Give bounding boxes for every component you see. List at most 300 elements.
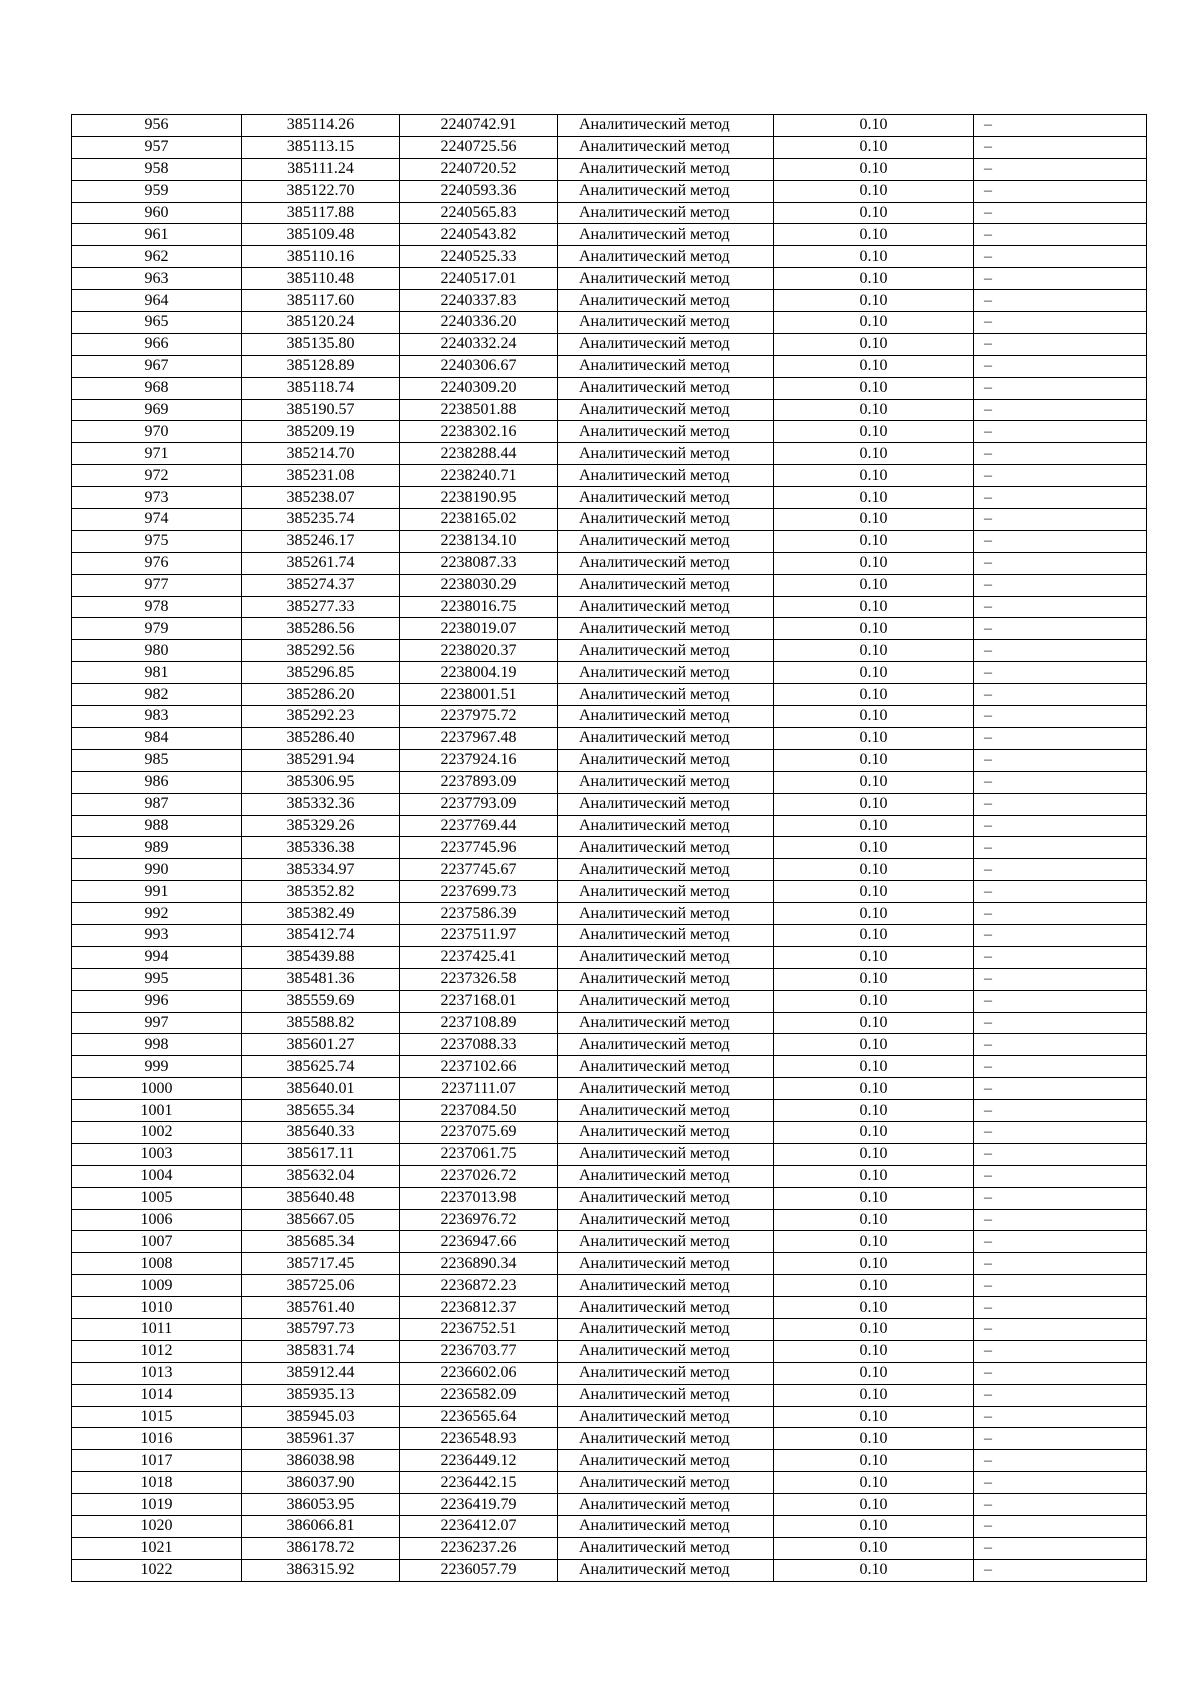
y-coordinate-cell: 2237511.97 (400, 924, 558, 946)
table-row (72, 1318, 1147, 1340)
y-coordinate-cell: 2240543.82 (400, 224, 558, 246)
method-cell: Аналитический метод (558, 1231, 774, 1253)
method-cell: Аналитический метод (558, 574, 774, 596)
table-row (72, 1428, 1147, 1450)
accuracy-cell: 0.10 (774, 158, 974, 180)
note-cell: – (974, 158, 1147, 180)
method-cell: Аналитический метод (558, 355, 774, 377)
table-row (72, 574, 1147, 596)
point-number-cell: 1011 (72, 1318, 242, 1340)
y-coordinate-cell: 2237893.09 (400, 771, 558, 793)
note-cell: – (974, 487, 1147, 509)
note-cell: – (974, 1297, 1147, 1319)
x-coordinate-cell: 385332.36 (242, 793, 400, 815)
method-cell: Аналитический метод (558, 903, 774, 925)
y-coordinate-cell: 2238087.33 (400, 552, 558, 574)
y-coordinate-cell: 2238004.19 (400, 662, 558, 684)
table-row (72, 487, 1147, 509)
accuracy-cell: 0.10 (774, 530, 974, 552)
note-cell: – (974, 1078, 1147, 1100)
note-cell: – (974, 727, 1147, 749)
accuracy-cell: 0.10 (774, 727, 974, 749)
y-coordinate-cell: 2240309.20 (400, 377, 558, 399)
x-coordinate-cell: 385761.40 (242, 1297, 400, 1319)
table-row (72, 990, 1147, 1012)
note-cell: – (974, 1362, 1147, 1384)
method-cell: Аналитический метод (558, 793, 774, 815)
x-coordinate-cell: 385588.82 (242, 1012, 400, 1034)
point-number-cell: 1006 (72, 1209, 242, 1231)
note-cell: – (974, 1231, 1147, 1253)
x-coordinate-cell: 385118.74 (242, 377, 400, 399)
method-cell: Аналитический метод (558, 465, 774, 487)
accuracy-cell: 0.10 (774, 1494, 974, 1516)
note-cell: – (974, 1165, 1147, 1187)
table-row (72, 1406, 1147, 1428)
note-cell: – (974, 1384, 1147, 1406)
x-coordinate-cell: 385655.34 (242, 1100, 400, 1122)
x-coordinate-cell: 386037.90 (242, 1472, 400, 1494)
method-cell: Аналитический метод (558, 180, 774, 202)
y-coordinate-cell: 2237425.41 (400, 946, 558, 968)
y-coordinate-cell: 2236442.15 (400, 1472, 558, 1494)
x-coordinate-cell: 385439.88 (242, 946, 400, 968)
method-cell: Аналитический метод (558, 684, 774, 706)
note-cell: – (974, 640, 1147, 662)
y-coordinate-cell: 2238019.07 (400, 618, 558, 640)
x-coordinate-cell: 385334.97 (242, 859, 400, 881)
coordinates-table (71, 114, 1147, 1582)
note-cell: – (974, 924, 1147, 946)
note-cell: – (974, 662, 1147, 684)
point-number-cell: 1021 (72, 1537, 242, 1559)
method-cell: Аналитический метод (558, 1275, 774, 1297)
y-coordinate-cell: 2237075.69 (400, 1121, 558, 1143)
point-number-cell: 989 (72, 837, 242, 859)
x-coordinate-cell: 386315.92 (242, 1559, 400, 1581)
method-cell: Аналитический метод (558, 509, 774, 531)
note-cell: – (974, 1253, 1147, 1275)
x-coordinate-cell: 385277.33 (242, 596, 400, 618)
note-cell: – (974, 465, 1147, 487)
table-row (72, 706, 1147, 728)
x-coordinate-cell: 385617.11 (242, 1143, 400, 1165)
point-number-cell: 1009 (72, 1275, 242, 1297)
note-cell: – (974, 333, 1147, 355)
point-number-cell: 975 (72, 530, 242, 552)
y-coordinate-cell: 2236752.51 (400, 1318, 558, 1340)
accuracy-cell: 0.10 (774, 202, 974, 224)
y-coordinate-cell: 2236412.07 (400, 1516, 558, 1538)
y-coordinate-cell: 2236548.93 (400, 1428, 558, 1450)
accuracy-cell: 0.10 (774, 1056, 974, 1078)
x-coordinate-cell: 385135.80 (242, 333, 400, 355)
accuracy-cell: 0.10 (774, 1209, 974, 1231)
table-row (72, 968, 1147, 990)
method-cell: Аналитический метод (558, 1340, 774, 1362)
y-coordinate-cell: 2237084.50 (400, 1100, 558, 1122)
point-number-cell: 1007 (72, 1231, 242, 1253)
y-coordinate-cell: 2238240.71 (400, 465, 558, 487)
table-row (72, 1253, 1147, 1275)
x-coordinate-cell: 385717.45 (242, 1253, 400, 1275)
coordinates-table-body (72, 115, 1147, 1582)
point-number-cell: 1012 (72, 1340, 242, 1362)
table-row (72, 1100, 1147, 1122)
method-cell: Аналитический метод (558, 1537, 774, 1559)
accuracy-cell: 0.10 (774, 268, 974, 290)
method-cell: Аналитический метод (558, 1253, 774, 1275)
x-coordinate-cell: 385632.04 (242, 1165, 400, 1187)
x-coordinate-cell: 385306.95 (242, 771, 400, 793)
method-cell: Аналитический метод (558, 1428, 774, 1450)
point-number-cell: 980 (72, 640, 242, 662)
table-row (72, 1012, 1147, 1034)
accuracy-cell: 0.10 (774, 1450, 974, 1472)
accuracy-cell: 0.10 (774, 1012, 974, 1034)
y-coordinate-cell: 2237745.67 (400, 859, 558, 881)
point-number-cell: 969 (72, 399, 242, 421)
accuracy-cell: 0.10 (774, 1406, 974, 1428)
point-number-cell: 967 (72, 355, 242, 377)
point-number-cell: 956 (72, 115, 242, 137)
y-coordinate-cell: 2238190.95 (400, 487, 558, 509)
point-number-cell: 985 (72, 749, 242, 771)
point-number-cell: 972 (72, 465, 242, 487)
method-cell: Аналитический метод (558, 1494, 774, 1516)
method-cell: Аналитический метод (558, 1450, 774, 1472)
accuracy-cell: 0.10 (774, 1078, 974, 1100)
point-number-cell: 1015 (72, 1406, 242, 1428)
note-cell: – (974, 224, 1147, 246)
method-cell: Аналитический метод (558, 1297, 774, 1319)
note-cell: – (974, 1406, 1147, 1428)
table-row (72, 246, 1147, 268)
accuracy-cell: 0.10 (774, 246, 974, 268)
accuracy-cell: 0.10 (774, 684, 974, 706)
note-cell: – (974, 1559, 1147, 1581)
point-number-cell: 993 (72, 924, 242, 946)
note-cell: – (974, 881, 1147, 903)
method-cell: Аналитический метод (558, 771, 774, 793)
point-number-cell: 968 (72, 377, 242, 399)
accuracy-cell: 0.10 (774, 793, 974, 815)
accuracy-cell: 0.10 (774, 1559, 974, 1581)
point-number-cell: 988 (72, 815, 242, 837)
note-cell: – (974, 1187, 1147, 1209)
x-coordinate-cell: 385286.20 (242, 684, 400, 706)
point-number-cell: 1014 (72, 1384, 242, 1406)
y-coordinate-cell: 2240336.20 (400, 312, 558, 334)
table-row (72, 924, 1147, 946)
method-cell: Аналитический метод (558, 749, 774, 771)
x-coordinate-cell: 385481.36 (242, 968, 400, 990)
x-coordinate-cell: 385329.26 (242, 815, 400, 837)
table-row (72, 1121, 1147, 1143)
table-row (72, 1209, 1147, 1231)
note-cell: – (974, 509, 1147, 531)
y-coordinate-cell: 2240525.33 (400, 246, 558, 268)
table-row (72, 1143, 1147, 1165)
y-coordinate-cell: 2238016.75 (400, 596, 558, 618)
note-cell: – (974, 290, 1147, 312)
x-coordinate-cell: 385292.56 (242, 640, 400, 662)
y-coordinate-cell: 2236703.77 (400, 1340, 558, 1362)
table-row (72, 312, 1147, 334)
point-number-cell: 991 (72, 881, 242, 903)
accuracy-cell: 0.10 (774, 355, 974, 377)
y-coordinate-cell: 2236419.79 (400, 1494, 558, 1516)
accuracy-cell: 0.10 (774, 1428, 974, 1450)
y-coordinate-cell: 2240742.91 (400, 115, 558, 137)
note-cell: – (974, 312, 1147, 334)
note-cell: – (974, 377, 1147, 399)
table-row (72, 421, 1147, 443)
point-number-cell: 998 (72, 1034, 242, 1056)
note-cell: – (974, 1143, 1147, 1165)
accuracy-cell: 0.10 (774, 1472, 974, 1494)
accuracy-cell: 0.10 (774, 487, 974, 509)
note-cell: – (974, 1472, 1147, 1494)
y-coordinate-cell: 2237026.72 (400, 1165, 558, 1187)
note-cell: – (974, 1318, 1147, 1340)
accuracy-cell: 0.10 (774, 136, 974, 158)
y-coordinate-cell: 2237924.16 (400, 749, 558, 771)
x-coordinate-cell: 385128.89 (242, 355, 400, 377)
accuracy-cell: 0.10 (774, 1537, 974, 1559)
point-number-cell: 990 (72, 859, 242, 881)
note-cell: – (974, 1121, 1147, 1143)
table-row (72, 946, 1147, 968)
accuracy-cell: 0.10 (774, 1384, 974, 1406)
y-coordinate-cell: 2237745.96 (400, 837, 558, 859)
x-coordinate-cell: 385296.85 (242, 662, 400, 684)
point-number-cell: 977 (72, 574, 242, 596)
accuracy-cell: 0.10 (774, 1187, 974, 1209)
method-cell: Аналитический метод (558, 1165, 774, 1187)
note-cell: – (974, 1012, 1147, 1034)
point-number-cell: 999 (72, 1056, 242, 1078)
point-number-cell: 1010 (72, 1297, 242, 1319)
y-coordinate-cell: 2240720.52 (400, 158, 558, 180)
table-row (72, 1472, 1147, 1494)
method-cell: Аналитический метод (558, 1121, 774, 1143)
accuracy-cell: 0.10 (774, 1275, 974, 1297)
table-row (72, 1231, 1147, 1253)
x-coordinate-cell: 385235.74 (242, 509, 400, 531)
table-row (72, 1362, 1147, 1384)
point-number-cell: 1018 (72, 1472, 242, 1494)
method-cell: Аналитический метод (558, 443, 774, 465)
table-row (72, 1275, 1147, 1297)
x-coordinate-cell: 385640.48 (242, 1187, 400, 1209)
accuracy-cell: 0.10 (774, 290, 974, 312)
point-number-cell: 1016 (72, 1428, 242, 1450)
table-row (72, 268, 1147, 290)
point-number-cell: 1022 (72, 1559, 242, 1581)
table-row (72, 509, 1147, 531)
note-cell: – (974, 136, 1147, 158)
y-coordinate-cell: 2238165.02 (400, 509, 558, 531)
x-coordinate-cell: 385117.60 (242, 290, 400, 312)
point-number-cell: 976 (72, 552, 242, 574)
method-cell: Аналитический метод (558, 268, 774, 290)
x-coordinate-cell: 385113.15 (242, 136, 400, 158)
method-cell: Аналитический метод (558, 158, 774, 180)
x-coordinate-cell: 385214.70 (242, 443, 400, 465)
method-cell: Аналитический метод (558, 946, 774, 968)
accuracy-cell: 0.10 (774, 749, 974, 771)
accuracy-cell: 0.10 (774, 465, 974, 487)
method-cell: Аналитический метод (558, 706, 774, 728)
x-coordinate-cell: 385111.24 (242, 158, 400, 180)
table-row (72, 136, 1147, 158)
point-number-cell: 1003 (72, 1143, 242, 1165)
x-coordinate-cell: 385286.40 (242, 727, 400, 749)
point-number-cell: 961 (72, 224, 242, 246)
method-cell: Аналитический метод (558, 968, 774, 990)
x-coordinate-cell: 385109.48 (242, 224, 400, 246)
method-cell: Аналитический метод (558, 1516, 774, 1538)
method-cell: Аналитический метод (558, 618, 774, 640)
point-number-cell: 983 (72, 706, 242, 728)
x-coordinate-cell: 385291.94 (242, 749, 400, 771)
point-number-cell: 978 (72, 596, 242, 618)
point-number-cell: 957 (72, 136, 242, 158)
accuracy-cell: 0.10 (774, 706, 974, 728)
accuracy-cell: 0.10 (774, 618, 974, 640)
y-coordinate-cell: 2240593.36 (400, 180, 558, 202)
note-cell: – (974, 749, 1147, 771)
accuracy-cell: 0.10 (774, 1340, 974, 1362)
accuracy-cell: 0.10 (774, 1165, 974, 1187)
accuracy-cell: 0.10 (774, 509, 974, 531)
x-coordinate-cell: 385725.06 (242, 1275, 400, 1297)
table-row (72, 333, 1147, 355)
accuracy-cell: 0.10 (774, 574, 974, 596)
method-cell: Аналитический метод (558, 312, 774, 334)
method-cell: Аналитический метод (558, 815, 774, 837)
y-coordinate-cell: 2237168.01 (400, 990, 558, 1012)
point-number-cell: 1002 (72, 1121, 242, 1143)
note-cell: – (974, 268, 1147, 290)
x-coordinate-cell: 385685.34 (242, 1231, 400, 1253)
point-number-cell: 973 (72, 487, 242, 509)
note-cell: – (974, 202, 1147, 224)
table-row (72, 684, 1147, 706)
y-coordinate-cell: 2236582.09 (400, 1384, 558, 1406)
accuracy-cell: 0.10 (774, 968, 974, 990)
y-coordinate-cell: 2236976.72 (400, 1209, 558, 1231)
y-coordinate-cell: 2238288.44 (400, 443, 558, 465)
note-cell: – (974, 574, 1147, 596)
accuracy-cell: 0.10 (774, 1253, 974, 1275)
note-cell: – (974, 1275, 1147, 1297)
y-coordinate-cell: 2240306.67 (400, 355, 558, 377)
point-number-cell: 970 (72, 421, 242, 443)
x-coordinate-cell: 386038.98 (242, 1450, 400, 1472)
point-number-cell: 996 (72, 990, 242, 1012)
point-number-cell: 1005 (72, 1187, 242, 1209)
table-row (72, 793, 1147, 815)
method-cell: Аналитический метод (558, 1034, 774, 1056)
method-cell: Аналитический метод (558, 1078, 774, 1100)
accuracy-cell: 0.10 (774, 443, 974, 465)
y-coordinate-cell: 2238302.16 (400, 421, 558, 443)
note-cell: – (974, 1516, 1147, 1538)
point-number-cell: 984 (72, 727, 242, 749)
table-row (72, 1384, 1147, 1406)
table-row (72, 180, 1147, 202)
point-number-cell: 966 (72, 333, 242, 355)
x-coordinate-cell: 385122.70 (242, 180, 400, 202)
note-cell: – (974, 684, 1147, 706)
method-cell: Аналитический метод (558, 596, 774, 618)
table-row (72, 1165, 1147, 1187)
table-row (72, 465, 1147, 487)
note-cell: – (974, 443, 1147, 465)
point-number-cell: 964 (72, 290, 242, 312)
x-coordinate-cell: 385231.08 (242, 465, 400, 487)
point-number-cell: 987 (72, 793, 242, 815)
accuracy-cell: 0.10 (774, 924, 974, 946)
table-row (72, 1034, 1147, 1056)
y-coordinate-cell: 2237013.98 (400, 1187, 558, 1209)
y-coordinate-cell: 2237793.09 (400, 793, 558, 815)
accuracy-cell: 0.10 (774, 946, 974, 968)
accuracy-cell: 0.10 (774, 990, 974, 1012)
y-coordinate-cell: 2236057.79 (400, 1559, 558, 1581)
table-row (72, 837, 1147, 859)
x-coordinate-cell: 386066.81 (242, 1516, 400, 1538)
table-row (72, 290, 1147, 312)
table-row (72, 1187, 1147, 1209)
accuracy-cell: 0.10 (774, 837, 974, 859)
table-row (72, 815, 1147, 837)
table-row (72, 640, 1147, 662)
x-coordinate-cell: 385238.07 (242, 487, 400, 509)
table-row (72, 1340, 1147, 1362)
point-number-cell: 1020 (72, 1516, 242, 1538)
y-coordinate-cell: 2237102.66 (400, 1056, 558, 1078)
table-row (72, 1494, 1147, 1516)
accuracy-cell: 0.10 (774, 224, 974, 246)
y-coordinate-cell: 2238134.10 (400, 530, 558, 552)
x-coordinate-cell: 385190.57 (242, 399, 400, 421)
method-cell: Аналитический метод (558, 290, 774, 312)
accuracy-cell: 0.10 (774, 771, 974, 793)
note-cell: – (974, 1034, 1147, 1056)
point-number-cell: 962 (72, 246, 242, 268)
point-number-cell: 1000 (72, 1078, 242, 1100)
x-coordinate-cell: 385559.69 (242, 990, 400, 1012)
table-row (72, 1078, 1147, 1100)
table-row (72, 158, 1147, 180)
note-cell: – (974, 355, 1147, 377)
table-row (72, 618, 1147, 640)
point-number-cell: 1004 (72, 1165, 242, 1187)
point-number-cell: 995 (72, 968, 242, 990)
table-row (72, 355, 1147, 377)
accuracy-cell: 0.10 (774, 333, 974, 355)
accuracy-cell: 0.10 (774, 1100, 974, 1122)
point-number-cell: 982 (72, 684, 242, 706)
y-coordinate-cell: 2240565.83 (400, 202, 558, 224)
x-coordinate-cell: 385412.74 (242, 924, 400, 946)
accuracy-cell: 0.10 (774, 180, 974, 202)
y-coordinate-cell: 2236812.37 (400, 1297, 558, 1319)
note-cell: – (974, 1100, 1147, 1122)
